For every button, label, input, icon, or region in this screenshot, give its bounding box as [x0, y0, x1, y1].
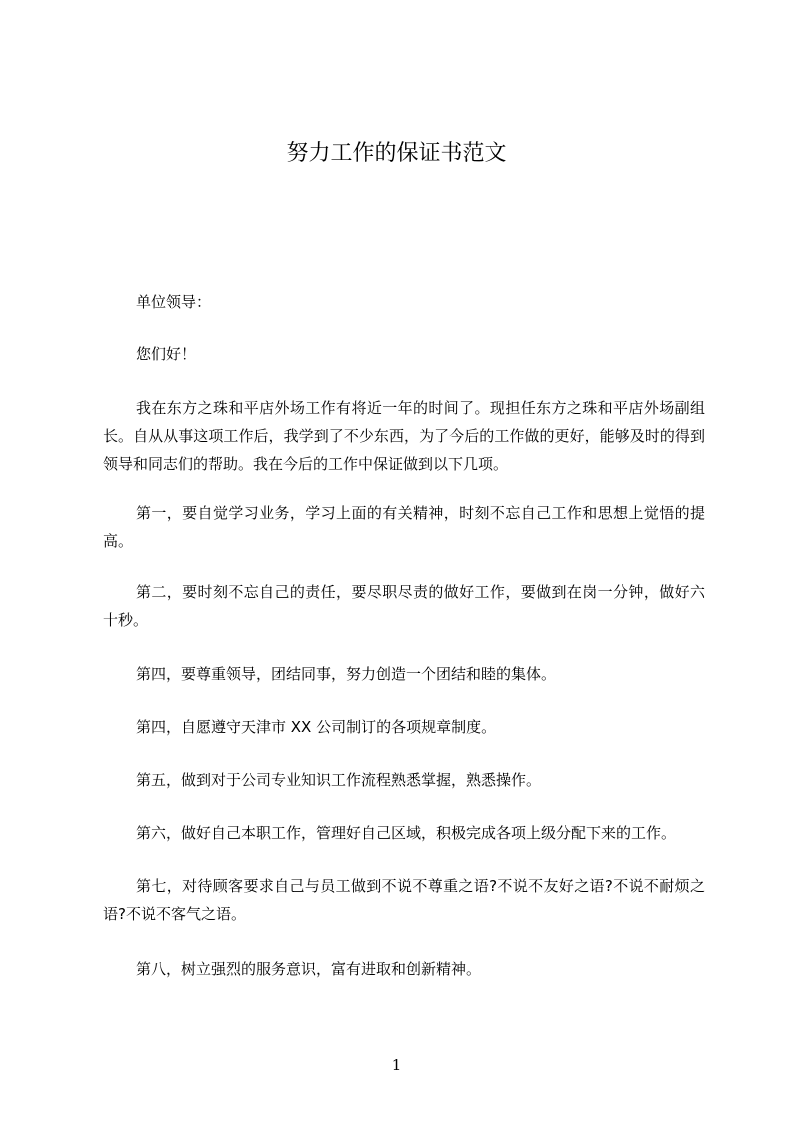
paragraph-item-3: 第四，要尊重领导，团结同事，努力创造一个团结和睦的集体。	[136, 665, 557, 683]
page-number: 1	[391, 1056, 402, 1074]
paragraph-item-7: 第七，对待顾客要求自己与员工做到不说不尊重之语?不说不友好之语?不说不耐烦之语?不说不客气之语。	[103, 877, 705, 923]
paragraph-item-5: 第五，做到对于公司专业知识工作流程熟悉掌握，熟悉操作。	[136, 771, 542, 789]
paragraph-item-2: 第二，要时刻不忘自己的责任，要尽职尽责的做好工作，要做到在岗一分钟，做好六十秒。	[103, 583, 705, 629]
paragraph-item-4: 第四，自愿遵守天津市 XX 公司制订的各项规章制度。	[136, 718, 497, 736]
greeting: 您们好！	[136, 345, 197, 363]
paragraph-item-6: 第六，做好自己本职工作，管理好自己区域，积极完成各项上级分配下来的工作。	[136, 824, 677, 842]
paragraph-item-8: 第八，树立强烈的服务意识，富有进取和创新精神。	[136, 960, 482, 978]
salutation: 单位领导：	[136, 293, 212, 311]
paragraph-item-1: 第一，要自觉学习业务，学习上面的有关精神，时刻不忘自己工作和思想上觉悟的提高。	[103, 504, 705, 550]
document-title: 努力工作的保证书范文	[286, 141, 507, 166]
paragraph-intro: 我在东方之珠和平店外场工作有将近一年的时间了。现担任东方之珠和平店外场副组长。自从从事这项工作后，我学到了不少东西，为了今后的工作做的更好，能够及时的得到领导和同志们的帮助。我在今后的工作中保证做到以下几项。	[103, 399, 705, 473]
